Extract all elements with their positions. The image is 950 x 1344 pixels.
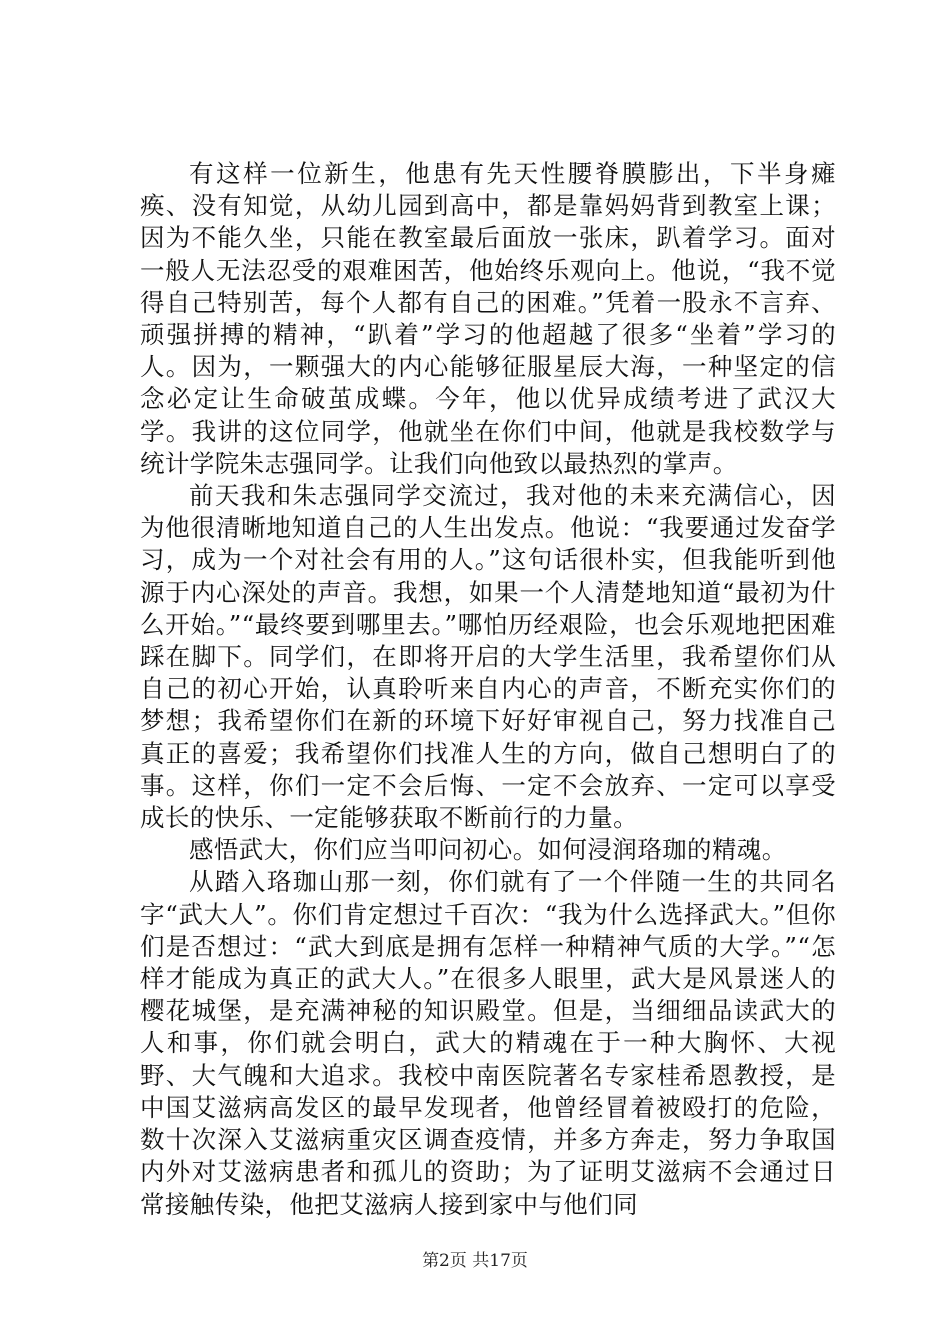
paragraph-3: 感悟武大，你们应当叩问初心。如何浸润珞珈的精魂。 (189, 835, 787, 865)
page-total: 共17页 (472, 1251, 528, 1271)
paragraph-1: 有这样一位新生，他患有先天性腰脊膜膨出，下半身瘫痪、没有知觉，从幼儿园到高中，都是靠妈妈背到教室上课；因为不能久坐，只能在教室最后面放一张床，趴着学习。面对一般人无法忍受的艰难困苦，他始终乐观向上。他说，“我不觉得自己特别苦，每个人都有自己的困难。”凭着一股永不言弃、顽强拼搏的精神，“趴着”学习的他超越了很多“坐着”学习的人。因为，一颗强大的内心能够征服星辰大海，一种坚定的信念必定让生命破茧成蝶。今年，他以优异成绩考进了武汉大学。我讲的这位同学，他就坐在你们中间，他就是我校数学与统计学院朱志强同学。让我们向他致以最热烈的掌声。 (140, 159, 836, 478)
page-footer (0, 1246, 950, 1271)
paragraph-2: 前天我和朱志强同学交流过，我对他的未来充满信心，因为他很清晰地知道自己的人生出发点。他说：“我要通过发奋学习，成为一个对社会有用的人。”这句话很朴实，但我能听到他源于内心深处的声音。我想，如果一个人清楚地知道“最初为什么开始。”“最终要到哪里去。”哪怕历经艰险，也会乐观地把困难踩在脚下。同学们，在即将开启的大学生活里，我希望你们从自己的初心开始，认真聆听来自内心的声音，不断充实你们的梦想；我希望你们在新的环境下好好审视自己，努力找准自己真正的喜爱；我希望你们找准人生的方向，做自己想明白了的事。这样，你们一定不会后悔、一定不会放弃、一定可以享受成长的快乐、一定能够获取不断前行的力量。 (140, 481, 836, 833)
body-text (140, 158, 836, 1221)
paragraph-4: 从踏入珞珈山那一刻，你们就有了一个伴随一生的共同名字“武大人”。你们肯定想过千百次：“我为什么选择武大。”但你们是否想过：“武大到底是拥有怎样一种精神气质的大学。”“怎样才能成为真正的武大人。”在很多人眼里，武大是风景迷人的樱花城堡，是充满神秘的知识殿堂。但是，当细细品读武大的人和事，你们就会明白，武大的精魂在于一种大胸怀、大视野、大气魄和大追求。我校中南医院著名专家桂希恩教授，是中国艾滋病高发区的最早发现者，他曾经冒着被殴打的危险，数十次深入艾滋病重灾区调查疫情，并多方奔走，努力争取国内外对艾滋病患者和孤儿的资助；为了证明艾滋病不会通过日常接触传染，他把艾滋病人接到家中与他们同 (140, 867, 836, 1219)
page-number: 第2页 (422, 1251, 467, 1271)
